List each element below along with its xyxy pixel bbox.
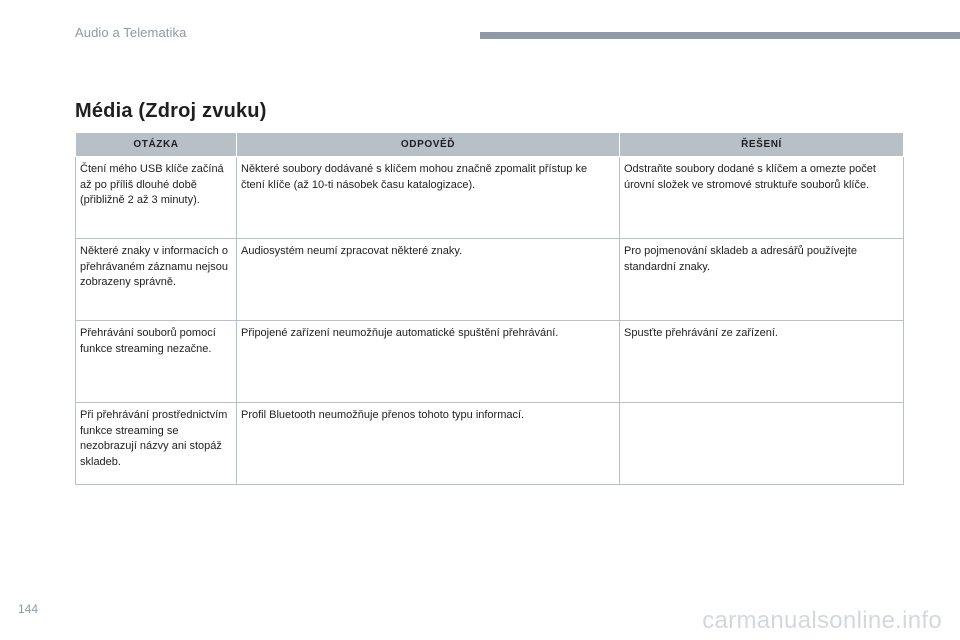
solution-cell: Spusťte přehrávání ze zařízení. [620,321,904,403]
answer-cell: Audiosystém neumí zpracovat některé znaky. [237,239,620,321]
column-header-solution: ŘEŠENÍ [620,133,904,157]
question-cell: Čtení mého USB klíče začíná až po příliš dlouhé době (přibližně 2 až 3 minuty). [76,157,237,239]
table-row [76,321,904,403]
answer-cell: Profil Bluetooth neumožňuje přenos tohoto typu informací. [237,403,620,485]
watermark: carmanualsonline.info [702,607,942,634]
table-header-row [76,133,904,157]
question-cell: Přehrávání souborů pomocí funkce streaming nezačne. [76,321,237,403]
column-header-answer: ODPOVĚĎ [237,133,620,157]
answer-cell: Některé soubory dodávané s klíčem mohou značně zpomalit přístup ke čtení klíče (až 10-ti násobek času katalogizace). [237,157,620,239]
header-label: Audio a Telematika [75,25,187,40]
page-title: Média (Zdroj zvuku) [75,100,267,122]
table-row [76,157,904,239]
faq-table [75,132,904,485]
answer-cell: Připojené zařízení neumožňuje automatické spuštění přehrávání. [237,321,620,403]
question-cell: Při přehrávání prostřednictvím funkce streaming se nezobrazují názvy ani stopáž skladeb. [76,403,237,485]
solution-cell: Odstraňte soubory dodané s klíčem a omezte počet úrovní složek ve stromové struktuře souborů klíče. [620,157,904,239]
column-header-question: OTÁZKA [76,133,237,157]
solution-cell: Pro pojmenování skladeb a adresářů používejte standardní znaky. [620,239,904,321]
table-row [76,403,904,485]
question-cell: Některé znaky v informacích o přehrávaném záznamu nejsou zobrazeny správně. [76,239,237,321]
table-row [76,239,904,321]
solution-cell [620,403,904,485]
header-bar [480,32,960,39]
page-number: 144 [18,602,39,616]
